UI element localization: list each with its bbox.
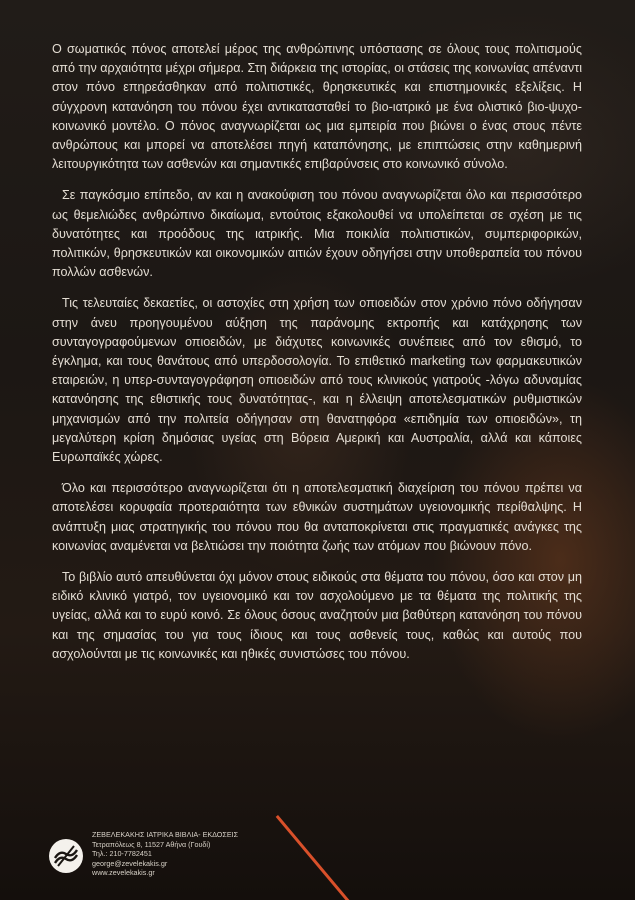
- publisher-logo-icon: [48, 838, 84, 874]
- blurb-paragraph-3: Τις τελευταίες δεκαετίες, οι αστοχίες στη χρήση των οπιοειδών στον χρόνιο πόνο οδήγησαν στην άνευ προηγουμένου αύξηση της παράνομης εκτροπής και κατάχρησης των συνταγογραφούμενων οπιοειδών, με διάχυτες κοινωνικές συνέπειες από τον εθισμό, το έγκλημα, και τους θανάτους από υπερδοσολογία. Το επιθετικό marketing των φαρμακευτικών εταιρειών, η υπερ-συνταγογράφηση οπιοειδών από τους κλινικούς γιατρούς -λόγω αδυναμίας κατανόησης της εθιστικής τους δυνατότητας-, και η έλλειψη αποτελεσματικών ρυθμιστικών μηχανισμών από την πολιτεία οδήγησαν στη θανατηφόρα «επιδημία των οπιοειδών», τη μεγαλύτερη κρίση δημόσιας υγείας στη Βόρεια Αμερική και Αυστραλία, αλλά και κάποιες Ευρωπαϊκές χώρες.: [52, 296, 582, 465]
- blurb-paragraph-1: Ο σωματικός πόνος αποτελεί μέρος της ανθρώπινης υπόστασης σε όλους τους πολιτισμούς από την αρχαιότητα μέχρι σήμερα. Στη διάρκεια της ιστορίας, οι στάσεις της κοινωνίας απέναντι στον πόνο επηρεάσθηκαν από πολιτιστικές, θρησκευτικές και επιστημονικές εξελίξεις. Η σύγχρονη κατανόηση του πόνου έχει αντικατασταθεί το βιο-ιατρικό με ένα ολιστικό βιο-ψυχο-κοινωνικό μοντέλο. Ο πόνος αναγνωρίζεται ως μια εμπειρία που βιώνει ο ένας στους πέντε ανθρώπους και μπορεί να αποτελέσει πηγή καταπόνησης, με επιπτώσεις στην καθημερινή λειτουργικότητα των ασθενών και σημαντικές επιβαρύνσεις στο κοινωνικό σύνολο.: [52, 42, 582, 172]
- blurb-paragraph-5: Το βιβλίο αυτό απευθύνεται όχι μόνον στους ειδικούς στα θέματα του πόνου, όσο και στον μη ειδικό κλινικό γιατρό, τον υγειονομικό και τον ασχολούμενο με τα θέματα της πολιτικής της υγείας, αλλά και το ευρύ κοινό. Σε όλους όσους αναζητούν μια βαθύτερη κατανόηση του πόνου και της σημασίας του για τους ίδιους και τους ασθενείς τους, καθώς και αυτούς που ασχολούνται με τις κοινωνικές και ηθικές συνιστώσες του πόνου.: [52, 570, 582, 661]
- publisher-block: [48, 828, 308, 888]
- publisher-name: ΖΕΒΕΛΕΚΑΚΗΣ ΙΑΤΡΙΚΑ ΒΙΒΛΙΑ- ΕΚΔΟΣΕΙΣ: [92, 830, 239, 839]
- publisher-website[interactable]: www.zevelekakis.gr: [92, 868, 155, 878]
- blurb-paragraph-4: Όλο και περισσότερο αναγνωρίζεται ότι η αποτελεσματική διαχείριση του πόνου πρέπει να αποτελέσει κορυφαία προτεραιότητα των εθνικών συστημάτων υγειονομικής περίθαλψης. Η ανάπτυξη μιας στρατηγικής του πόνου που θα ανταποκρίνεται στις πραγματικές ανάγκες της κοινωνίας αναμένεται να βελτιώσει την ποιότητα ζωής των ατόμων που βιώνουν πόνο.: [52, 481, 582, 553]
- publisher-email[interactable]: george@zevelekakis.gr: [92, 858, 168, 868]
- publisher-phone: Τηλ.: 210-7782451: [92, 849, 152, 859]
- publisher-address: Τετραπόλεως 8, 11527 Αθήνα (Γουδί): [92, 839, 211, 849]
- blurb-paragraph-2: Σε παγκόσμιο επίπεδο, αν και η ανακούφιση του πόνου αναγνωρίζεται όλο και περισσότερο ως θεμελιώδες ανθρώπινο δικαίωμα, εντούτοις εξακολουθεί να υπολείπεται σε σχέση με τις δυνατότητες και προόδους της ιατρικής. Μια ποικιλία πολιτιστικών, συμπεριφορικών, πολιτικών, θρησκευτικών και οικονομικών αιτιών έχουν οδηγήσει στην υποθεραπεία του πόνου πολλών ασθενών.: [52, 188, 582, 280]
- blurb-text: [52, 40, 582, 676]
- publisher-info: [92, 830, 238, 878]
